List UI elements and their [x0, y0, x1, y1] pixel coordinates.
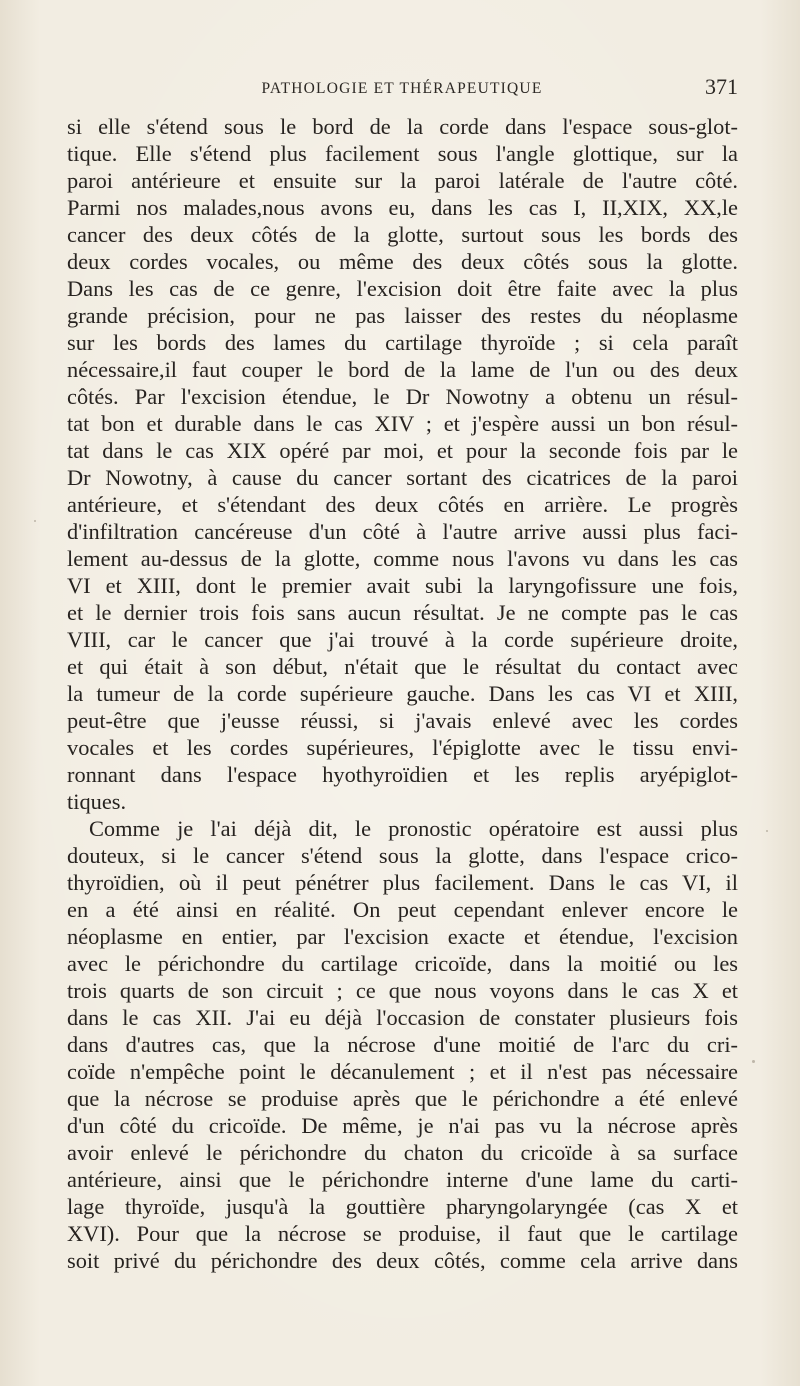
page-number: 371	[705, 74, 738, 99]
text-line: tat dans le cas XIX opéré par moi, et pour la seconde fois par le	[67, 438, 738, 463]
text-line: cancer des deux côtés de la glotte, surtout sous les bords des	[67, 222, 738, 247]
text-line: peut-être que j'eusse réussi, si j'avais enlevé avec les cordes	[67, 708, 738, 733]
text-line: Dr Nowotny, à cause du cancer sortant des cicatrices de la paroi	[67, 465, 738, 490]
text-line: sur les bords des lames du cartilage thyroïde ; si cela paraît	[67, 330, 738, 355]
text-line: deux cordes vocales, ou même des deux côtés sous la glotte.	[67, 249, 738, 274]
text-line: XVI). Pour que la nécrose se produise, il faut que le cartilage	[67, 1221, 738, 1246]
text-line: antérieure, et s'étendant des deux côtés en arrière. Le progrès	[67, 492, 738, 517]
text-line: VI et XIII, dont le premier avait subi la laryngofissure une fois,	[67, 573, 738, 598]
text-line: en a été ainsi en réalité. On peut cependant enlever encore le	[67, 897, 738, 922]
text-line: antérieure, ainsi que le périchondre interne d'une lame du carti-	[67, 1167, 738, 1192]
text-line: trois quarts de son circuit ; ce que nous voyons dans le cas X et	[67, 978, 738, 1003]
text-line: thyroïdien, où il peut pénétrer plus facilement. Dans le cas VI, il	[67, 870, 738, 895]
text-line: nécessaire,il faut couper le bord de la lame de l'un ou des deux	[67, 357, 738, 382]
text-line: et le dernier trois fois sans aucun résultat. Je ne compte pas le cas	[67, 600, 738, 625]
text-line: VIII, car le cancer que j'ai trouvé à la corde supérieure droite,	[67, 627, 738, 652]
paper-speck	[766, 830, 768, 832]
text-line: douteux, si le cancer s'étend sous la glotte, dans l'espace crico-	[67, 843, 738, 868]
text-line: dans d'autres cas, que la nécrose d'une moitié de l'arc du cri-	[67, 1032, 738, 1057]
text-line: et qui était à son début, n'était que le résultat du contact avec	[67, 654, 738, 679]
text-line: tique. Elle s'étend plus facilement sous l'angle glottique, sur la	[67, 141, 738, 166]
running-title: PATHOLOGIE ET THÉRAPEUTIQUE	[261, 80, 543, 97]
text-line: tiques.	[67, 789, 127, 814]
running-head	[66, 74, 738, 104]
text-line: lage thyroïde, jusqu'à la gouttière pharyngolaryngée (cas X et	[67, 1194, 738, 1219]
paper-speck	[752, 1060, 755, 1063]
paper-speck	[34, 520, 36, 522]
text-line: la tumeur de la corde supérieure gauche. Dans les cas VI et XIII,	[67, 681, 738, 706]
text-line: néoplasme en entier, par l'excision exacte et étendue, l'excision	[67, 924, 738, 949]
text-line: coïde n'empêche point le décanulement ; et il n'est pas nécessaire	[67, 1059, 738, 1084]
text-line: d'infiltration cancéreuse d'un côté à l'autre arrive aussi plus faci-	[67, 519, 738, 544]
text-line: avec le périchondre du cartilage cricoïde, dans la moitié ou les	[67, 951, 738, 976]
text-line: soit privé du périchondre des deux côtés, comme cela arrive dans	[67, 1248, 738, 1273]
text-line: paroi antérieure et ensuite sur la paroi latérale de l'autre côté.	[67, 168, 738, 193]
text-line: côtés. Par l'excision étendue, le Dr Nowotny a obtenu un résul-	[67, 384, 738, 409]
text-line: tat bon et durable dans le cas XIV ; et j'espère aussi un bon résul-	[67, 411, 738, 436]
body-text	[67, 113, 738, 1274]
text-line: Dans les cas de ce genre, l'excision doit être faite avec la plus	[67, 276, 738, 301]
text-line: que la nécrose se produise après que le périchondre a été enlevé	[67, 1086, 738, 1111]
text-line: lement au-dessus de la glotte, comme nous l'avons vu dans les cas	[67, 546, 738, 571]
text-line: vocales et les cordes supérieures, l'épiglotte avec le tissu envi-	[67, 735, 738, 760]
text-line: Parmi nos malades,nous avons eu, dans les cas I, II,XIX, XX,le	[67, 195, 738, 220]
text-line: d'un côté du cricoïde. De même, je n'ai pas vu la nécrose après	[67, 1113, 738, 1138]
text-line: Comme je l'ai déjà dit, le pronostic opératoire est aussi plus	[89, 816, 738, 841]
text-line: ronnant dans l'espace hyothyroïdien et les replis aryépiglot-	[67, 762, 738, 787]
text-line: grande précision, pour ne pas laisser des restes du néoplasme	[67, 303, 738, 328]
text-line: si elle s'étend sous le bord de la corde dans l'espace sous-glot-	[67, 114, 738, 139]
text-line: avoir enlevé le périchondre du chaton du cricoïde à sa surface	[67, 1140, 738, 1165]
text-line: dans le cas XII. J'ai eu déjà l'occasion de constater plusieurs fois	[67, 1005, 738, 1030]
